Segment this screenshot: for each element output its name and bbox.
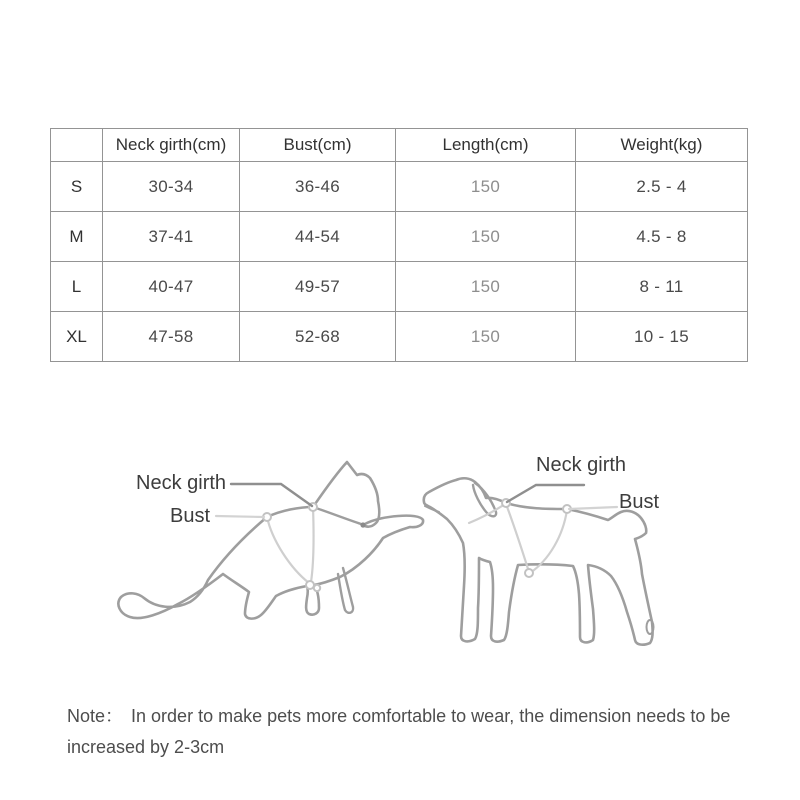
table-cell: 37-41 [103,212,240,262]
table-cell: 52-68 [240,312,396,362]
table-row [51,212,748,262]
cat-neck-girth-leader [231,484,312,506]
row-label-s: S [51,162,103,212]
size-chart-table [50,128,748,362]
column-header-weight: Weight(kg) [576,129,748,162]
cat-harness [267,507,314,583]
table-cell: 150 [396,312,576,362]
row-label-xl: XL [51,312,103,362]
table-cell: 47-58 [103,312,240,362]
table-row [51,312,748,362]
table-cell: 10 - 15 [576,312,748,362]
cat-far-foreleg [338,568,353,613]
cat-bust-label: Bust [170,505,211,527]
table-cell: 44-54 [240,212,396,262]
table-header-row [51,129,748,162]
cat-bust-leader [216,516,264,517]
table-cell: 150 [396,162,576,212]
table-cell: 150 [396,262,576,312]
note-label: Note： [67,706,124,726]
table-cell: 4.5 - 8 [576,212,748,262]
cat-nose-dot [360,522,365,527]
dog-neck-girth-label: Neck girth [536,454,627,476]
table-cell: 8 - 11 [576,262,748,312]
column-header-length: Length(cm) [396,129,576,162]
corner-cell [51,129,103,162]
dog-bust-leader [569,507,617,509]
note-text: In order to make pets more comfortable to wear, the dimension needs to be increased by 2-3cm [67,706,731,757]
dog-bust-label: Bust [619,491,660,513]
table-cell: 49-57 [240,262,396,312]
table-cell: 2.5 - 4 [576,162,748,212]
table-cell: 30-34 [103,162,240,212]
dog-harness [469,504,567,573]
row-label-l: L [51,262,103,312]
dog-neck-girth-leader [507,485,584,502]
column-header-bust: Bust(cm) [240,129,396,162]
measurement-note [67,701,773,763]
row-label-m: M [51,212,103,262]
table-cell: 150 [396,212,576,262]
table-row [51,262,748,312]
table-cell: 40-47 [103,262,240,312]
column-header-neck-girth: Neck girth(cm) [103,129,240,162]
cat-neck-girth-label: Neck girth [136,472,227,494]
table-cell: 36-46 [240,162,396,212]
cat-throat-line [313,507,361,524]
table-row [51,162,748,212]
